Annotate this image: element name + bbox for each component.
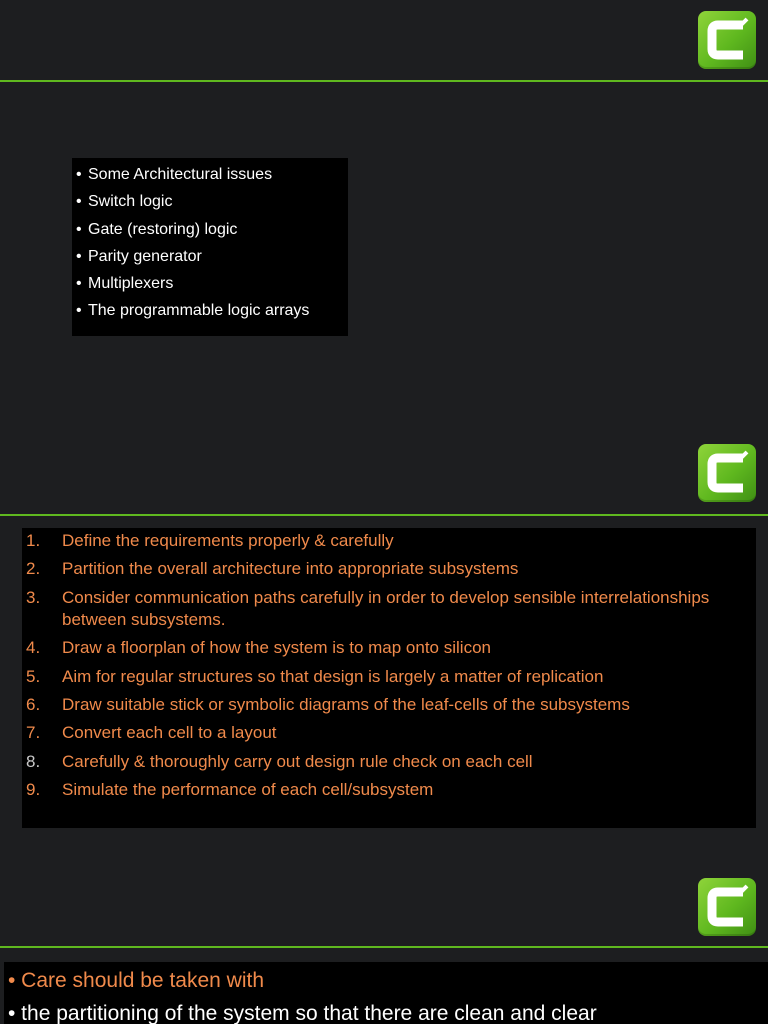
design-steps-list	[22, 530, 756, 801]
slide-3	[0, 868, 768, 1024]
step-item: 1. Define the requirements properly & carefully	[26, 531, 394, 550]
header-divider	[0, 946, 768, 948]
step-item: 9. Simulate the performance of each cell/subsystem	[26, 780, 434, 800]
topics-box	[72, 158, 348, 336]
slide-2	[0, 434, 768, 868]
list-item: • Some Architectural issues	[76, 166, 273, 183]
list-item: • Switch logic	[76, 193, 173, 211]
header-divider	[0, 80, 768, 82]
step-item: 2. Partition the overall architecture into appropriate subsystems	[26, 559, 519, 579]
camtasia-logo-icon	[698, 444, 756, 502]
step-item: 4. Draw a floorplan of how the system is to map onto silicon	[26, 638, 491, 658]
camtasia-logo-icon	[698, 11, 756, 69]
header-divider	[0, 514, 768, 516]
step-item: 5. Aim for regular structures so that design is largely a matter of replication	[26, 666, 604, 686]
step-item: 8. Carefully & thoroughly carry out design rule check on each cell	[26, 751, 533, 771]
care-box	[4, 962, 768, 1024]
list-item: • Gate (restoring) logic	[76, 220, 238, 238]
step-item: 7. Convert each cell to a layout	[26, 723, 277, 743]
slide-1	[0, 0, 768, 434]
list-item: • The programmable logic arrays	[76, 302, 310, 320]
care-heading: • Care should be taken with	[8, 969, 264, 992]
step-item: 3. Consider communication paths carefully in order to develop sensible interrelationships between subsystems.	[26, 587, 710, 629]
list-item: • Parity generator	[76, 247, 202, 265]
topics-list	[72, 158, 348, 325]
camtasia-logo-icon	[698, 878, 756, 936]
design-steps-box	[22, 528, 756, 828]
care-line: • the partitioning of the system so that there are clean and clear	[8, 1002, 597, 1024]
list-item: • Multiplexers	[76, 275, 174, 293]
step-item: 6. Draw suitable stick or symbolic diagrams of the leaf-cells of the subsystems	[26, 694, 630, 714]
